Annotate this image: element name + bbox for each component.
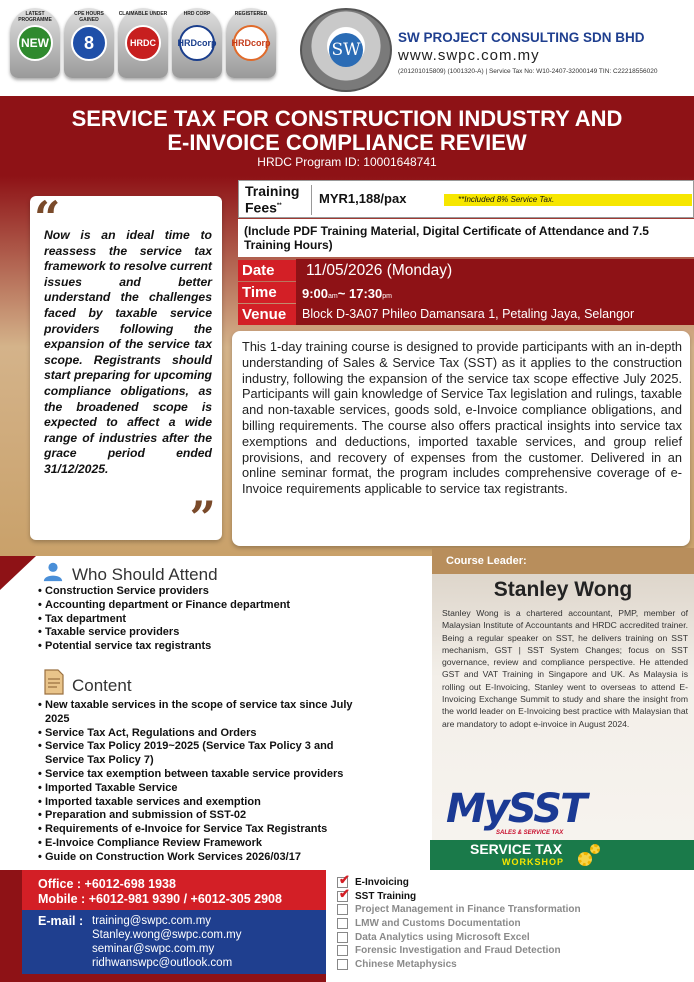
page-title-line1: SERVICE TAX FOR CONSTRUCTION INDUSTRY AND [71, 106, 623, 131]
who-list [38, 585, 290, 654]
badge-hrd-corp [172, 8, 222, 78]
fees-note: **Included 8% Service Tax. [444, 194, 692, 206]
email-link[interactable]: ridhwanswpc@outlook.com [92, 957, 233, 969]
topic-label: SST Training [355, 890, 417, 902]
badge-value: HRDcorp [233, 25, 269, 61]
list-item: • Service Tax Act, Regulations and Orders [38, 727, 368, 741]
badge-row [10, 8, 276, 78]
fees-label-line2: Fees [245, 199, 277, 216]
mysst-workshop: WORKSHOP [502, 857, 564, 867]
company-website[interactable]: www.swpc.com.my [398, 47, 540, 64]
person-icon [42, 560, 64, 582]
time-start: 9:00 [302, 286, 329, 301]
footer-bottom-strip [22, 974, 326, 982]
topic-label: Data Analytics using Microsoft Excel [355, 931, 530, 943]
badge-value: 8 [71, 25, 107, 61]
topic-label: Chinese Metaphysics [355, 959, 457, 971]
logo-mark: SW [329, 33, 363, 67]
document-icon [42, 668, 66, 696]
quote-text: Now is an ideal time to reassess the service tax framework to resolve current issues and better understand the challenges faced by taxable service providers following the expansion of the service tax scope. Registrants should start preparing for upcoming compliance obligations, as the broadened scope is expected to affect a wide range of industries after the grace period ended 31/12/2025. [44, 228, 212, 476]
badge-caption: CPE HOURS GAINED [74, 11, 104, 23]
gear-icon [590, 844, 600, 854]
topic-item-project-management[interactable] [335, 903, 581, 917]
list-item: • Taxable service providers [38, 626, 290, 640]
topic-label: E-Invoicing [355, 877, 409, 888]
badge-value: HRDcorp [179, 25, 215, 61]
fees-label-line1: Training [245, 183, 300, 199]
mysst-wordmark [446, 786, 585, 832]
schedule-block [238, 259, 694, 325]
badge-caption: LATEST PROGRAMME [18, 11, 52, 23]
checkbox-unchecked[interactable] [337, 932, 348, 943]
header [0, 0, 694, 96]
topic-item-e-invoicing[interactable] [335, 872, 581, 890]
check-icon: ✔ [339, 885, 350, 901]
list-item: • Preparation and submission of SST-02 [38, 809, 368, 823]
topic-item-lmw-customs[interactable] [335, 917, 581, 931]
company-registration: (201201015809) (1001320-A) | Service Tax No: W10-2407-32000149 TIN: C22218556020 [398, 68, 658, 75]
topic-item-forensic[interactable] [335, 944, 581, 958]
list-item: • Accounting department or Finance department [38, 599, 290, 613]
office-phone[interactable]: Office : +6012-698 1938 [38, 877, 176, 891]
checkbox-unchecked[interactable] [337, 918, 348, 929]
badge-registered [226, 8, 276, 78]
badge-latest-programme [10, 8, 60, 78]
course-description: This 1-day training course is designed to provide participants with an in-depth understanding of Sales & Service Tax (SST) as it applies to the construction industry, following the expansion of the service tax scope effective July 2025. Participants will gain knowledge of Service Tax legislation and rulings, taxable and non-taxable services, goods sold, e-Invoice compliance obligations, and billing requirements. The course also offers practical insights into service tax exemptions and deductions, imported taxable services, and group relief provisions, and recovery of expenses from the customer. Delivered in an online seminar format, the program includes comprehensive coverage of e-Invoice requirements applicable to service tax registrants. [232, 331, 690, 546]
badge-caption: CLAIMABLE UNDER [118, 11, 168, 17]
topic-label: LMW and Customs Documentation [355, 918, 521, 930]
page-title-line2: E-INVOICE COMPLIANCE REVIEW [167, 130, 527, 155]
quote-close-icon: ” [189, 491, 216, 545]
time-label: Time [238, 282, 296, 303]
course-leader-label: Course Leader: [446, 555, 527, 567]
time-separator: ~ [337, 286, 349, 301]
list-item: • Potential service tax registrants [38, 640, 290, 654]
badge-caption: REGISTERED [234, 11, 268, 17]
gear-icon [578, 852, 592, 866]
topic-label: Project Management in Finance Transformation [355, 904, 581, 916]
time-end-suffix: pm [382, 293, 392, 300]
training-fees-box [238, 180, 694, 218]
list-item: • Construction Service providers [38, 585, 290, 599]
list-item: • New taxable services in the scope of service tax since July 2025 [38, 699, 368, 727]
time-start-suffix: am [328, 293, 338, 300]
fees-label [245, 184, 299, 216]
course-leader-name: Stanley Wong [493, 578, 633, 601]
includes-text: (Include PDF Training Material, Digital Certificate of Attendance and 7.5 Training Hours) [238, 219, 694, 257]
hrdc-program-id: HRDC Program ID: 10001648741 [257, 155, 437, 169]
who-should-attend-title: Who Should Attend [72, 565, 218, 584]
mysst-wordmark-my: My [446, 786, 508, 832]
topic-label: Forensic Investigation and Fraud Detection [355, 945, 561, 957]
list-item: • Imported taxable services and exemption [38, 796, 368, 810]
mysst-service-tax: SERVICE TAX [470, 841, 563, 857]
date-label: Date [238, 260, 296, 281]
email-link[interactable]: Stanley.wong@swpc.com.my [92, 929, 242, 941]
check-icon: ✔ [339, 872, 350, 887]
list-item: • Tax department [38, 613, 290, 627]
mysst-subtitle: SALES & SERVICE TAX [496, 830, 564, 836]
mysst-wordmark-sst: SST [507, 786, 586, 832]
topic-item-chinese-metaphysics[interactable] [335, 958, 581, 972]
company-logo [300, 8, 392, 92]
fees-divider [311, 185, 312, 215]
fees-amount: MYR1,188/pax [319, 191, 407, 206]
date-value: 11/05/2026 (Monday) [306, 262, 453, 279]
time-end: 17:30 [348, 286, 383, 301]
email-link[interactable]: seminar@swpc.com.my [92, 943, 215, 955]
quote-open-icon: “ [34, 191, 61, 245]
badge-value: HRDC [125, 25, 161, 61]
mobile-phone[interactable]: Mobile : +6012-981 9390 / +6012-305 2908 [38, 892, 282, 906]
list-item: • Service Tax Policy 2019~2025 (Service Tax Policy 3 and Service Tax Policy 7) [38, 740, 368, 768]
email-label: E-mail : [38, 914, 84, 928]
topic-checklist [335, 872, 581, 972]
topic-item-data-analytics[interactable] [335, 931, 581, 945]
title-band [0, 96, 694, 176]
checkbox-unchecked[interactable] [337, 945, 348, 956]
badge-value: NEW [17, 25, 53, 61]
quote-box [30, 191, 222, 545]
list-item: • Requirements of e-Invoice for Service Tax Registrants [38, 823, 368, 837]
company-name: SW PROJECT CONSULTING SDN BHD [398, 30, 645, 45]
content-list [38, 699, 368, 865]
checkbox-unchecked[interactable] [337, 959, 348, 970]
fees-label-mark: ** [276, 203, 282, 209]
venue-value: Block D-3A07 Phileo Damansara 1, Petaling Jaya, Selangor [302, 307, 635, 321]
badge-cpe-hours [64, 8, 114, 78]
checkbox-unchecked[interactable] [337, 904, 348, 915]
list-item: • E-Invoice Compliance Review Framework [38, 837, 368, 851]
checkbox-checked[interactable] [337, 885, 350, 902]
email-link[interactable]: training@swpc.com.my [92, 915, 212, 927]
content-title: Content [72, 676, 132, 695]
badge-claimable [118, 8, 168, 78]
footer-strip [0, 870, 22, 982]
venue-label: Venue [238, 304, 296, 325]
mysst-logo [430, 786, 694, 870]
course-leader-bio: Stanley Wong is a chartered accountant, PMP, member of Malaysian Institute of Accountants and HRDC accredited trainer. Being a regular speaker on SST, he delivers training on SST mechanism, GST | SST System Changes; focus on SST governance, review and compliance perspective. He attended GST and VAT Training in Singapore and UK. As Malaysia is rolling out E-Invoicing, Stanley went to overseas to attend E-Invoicing Exchange Summit to study and share the insight from the world leader on E-Invoicing best practice with Malaysian that are mandatory to adopt e-invoice in August 2024. [442, 608, 688, 729]
list-item: • Guide on Construction Work Services 2026/03/17 [38, 851, 368, 865]
badge-caption: HRD CORP [183, 11, 211, 17]
list-item: • Imported Taxable Service [38, 782, 368, 796]
time-value [296, 282, 392, 303]
topic-item-sst-training[interactable] [335, 885, 581, 904]
list-item: • Service tax exemption between taxable service providers [38, 768, 368, 782]
